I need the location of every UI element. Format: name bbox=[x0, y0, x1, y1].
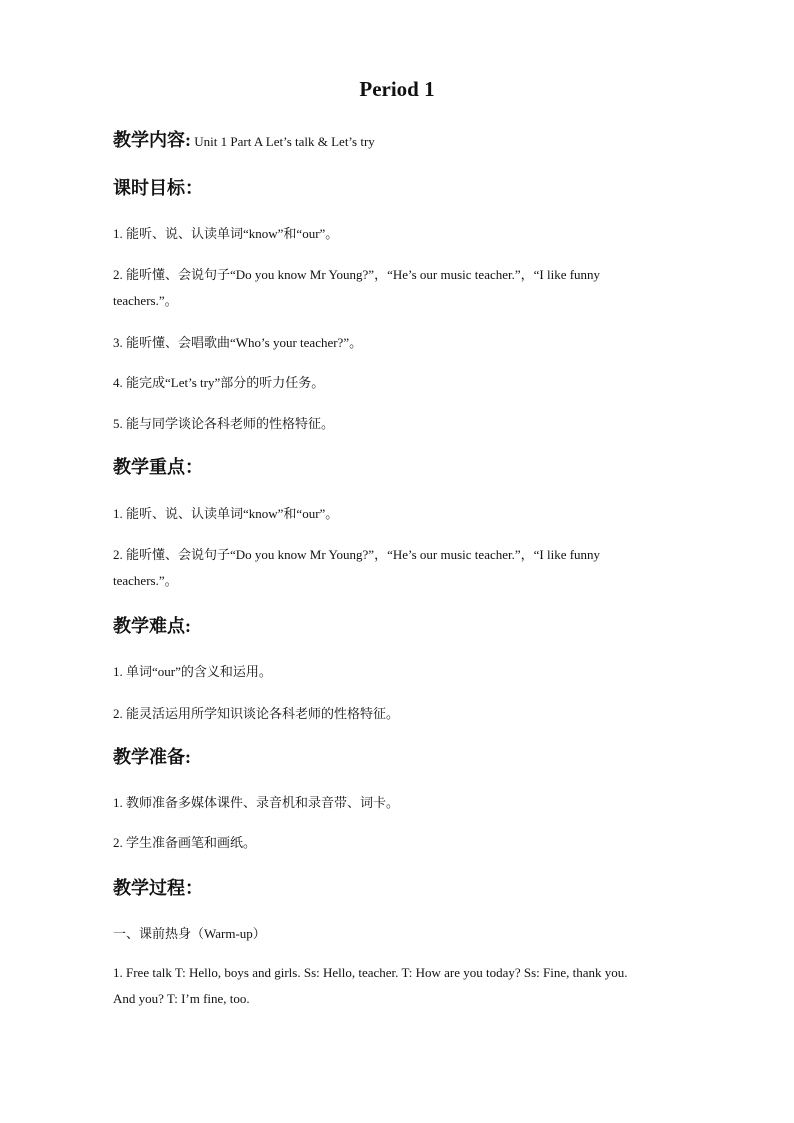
content-heading bbox=[113, 128, 375, 154]
preparation-item: 1. 教师准备多媒体课件、录音机和录音带、词卡。 bbox=[113, 795, 400, 810]
objective-item: teachers.”。 bbox=[113, 293, 178, 308]
objective-item: 3. 能听懂、会唱歌曲“Who’s your teacher?”。 bbox=[113, 335, 363, 350]
key-point-item: 1. 能听、说、认读单词“know”和“our”。 bbox=[113, 506, 339, 521]
objective-item: 4. 能完成“Let’s try”部分的听力任务。 bbox=[113, 375, 325, 390]
process-line: 1. Free talk T: Hello, boys and girls. Ss: Hello, teacher. T: How are you today? Ss: Fine, thank you. bbox=[113, 965, 628, 980]
page-title: Period 1 bbox=[359, 77, 435, 101]
content-label: 教学内容: bbox=[113, 130, 191, 150]
key-points-heading: 教学重点： bbox=[113, 457, 203, 477]
objectives-heading: 课时目标： bbox=[113, 178, 203, 198]
preparation-heading: 教学准备: bbox=[113, 747, 191, 767]
process-step-title: 一、课前热身（Warm-up） bbox=[113, 926, 266, 941]
process-heading: 教学过程： bbox=[113, 878, 203, 898]
difficulties-heading: 教学难点: bbox=[113, 616, 191, 636]
objective-item: 1. 能听、说、认读单词“know”和“our”。 bbox=[113, 226, 339, 241]
objective-item: 2. 能听懂、会说句子“Do you know Mr Young?”，“He’s our music teacher.”，“I like funny bbox=[113, 267, 601, 282]
objective-item: 5. 能与同学谈论各科老师的性格特征。 bbox=[113, 416, 335, 431]
difficulty-item: 2. 能灵活运用所学知识谈论各科老师的性格特征。 bbox=[113, 706, 400, 721]
preparation-item: 2. 学生准备画笔和画纸。 bbox=[113, 835, 257, 850]
process-line: And you? T: I’m fine, too. bbox=[113, 991, 250, 1006]
key-point-item: teachers.”。 bbox=[113, 573, 178, 588]
difficulty-item: 1. 单词“our”的含义和运用。 bbox=[113, 664, 272, 679]
key-point-item: 2. 能听懂、会说句子“Do you know Mr Young?”，“He’s our music teacher.”，“I like funny bbox=[113, 547, 601, 562]
content-value: Unit 1 Part A Let’s talk & Let’s try bbox=[191, 134, 375, 149]
